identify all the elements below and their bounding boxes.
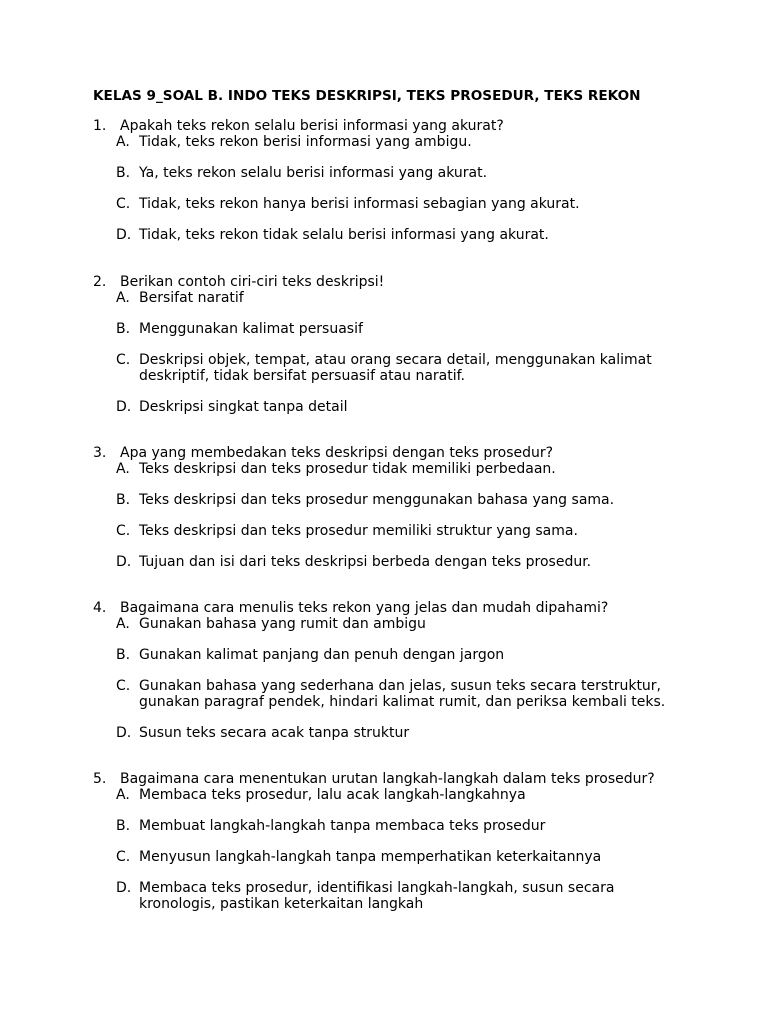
question-number: 1. (93, 118, 107, 134)
option-text: Tujuan dan isi dari teks deskripsi berbeda dengan teks prosedur. (139, 554, 592, 570)
option-text: Teks deskripsi dan teks prosedur menggunakan bahasa yang sama. (139, 492, 615, 508)
option-letter: D. (116, 227, 132, 243)
option-text: Ya, teks rekon selalu berisi informasi yang akurat. (139, 165, 488, 181)
option-d (116, 227, 693, 243)
option-text: Tidak, teks rekon tidak selalu berisi informasi yang akurat. (139, 227, 549, 243)
option-text: Membuat langkah-langkah tanpa membaca teks prosedur (139, 818, 546, 834)
option-text: Bersifat naratif (139, 290, 244, 306)
question-text: Apa yang membedakan teks deskripsi dengan teks prosedur? (120, 445, 554, 461)
option-text: Menggunakan kalimat persuasif (139, 321, 363, 337)
option-d (116, 554, 693, 570)
option-text: Teks deskripsi dan teks prosedur tidak memiliki perbedaan. (139, 461, 556, 477)
option-d (116, 725, 693, 741)
option-text: Membaca teks prosedur, identifikasi langkah-langkah, susun secara kronologis, pastikan keterkaitan langkah (139, 880, 615, 912)
option-text: Membaca teks prosedur, lalu acak langkah-langkahnya (139, 787, 526, 803)
option-text: Menyusun langkah-langkah tanpa memperhatikan keterkaitannya (139, 849, 602, 865)
option-letter: C. (116, 849, 131, 865)
option-b (116, 818, 693, 834)
option-c (116, 196, 693, 212)
option-b (116, 165, 693, 181)
option-letter: B. (116, 647, 131, 663)
option-letter: B. (116, 321, 131, 337)
option-letter: A. (116, 616, 130, 632)
option-letter: C. (116, 678, 131, 694)
option-letter: D. (116, 725, 132, 741)
option-letter: B. (116, 165, 131, 181)
question-text: Berikan contoh ciri-ciri teks deskripsi! (120, 274, 385, 290)
question-number: 2. (93, 274, 107, 290)
option-letter: D. (116, 554, 132, 570)
option-text: Gunakan kalimat panjang dan penuh dengan jargon (139, 647, 505, 663)
question-4 (93, 600, 693, 741)
option-letter: A. (116, 290, 130, 306)
option-a (116, 134, 693, 150)
question-text: Bagaimana cara menentukan urutan langkah-langkah dalam teks prosedur? (120, 771, 655, 787)
option-letter: C. (116, 352, 131, 368)
option-b (116, 647, 693, 663)
option-letter: B. (116, 818, 131, 834)
option-a (116, 787, 693, 803)
option-letter: B. (116, 492, 131, 508)
option-text: Tidak, teks rekon hanya berisi informasi sebagian yang akurat. (139, 196, 580, 212)
question-3 (93, 445, 693, 570)
option-letter: A. (116, 787, 130, 803)
option-text: Deskripsi singkat tanpa detail (139, 399, 348, 415)
option-c (116, 352, 693, 384)
option-letter: A. (116, 461, 130, 477)
option-d (116, 399, 693, 415)
option-letter: D. (116, 880, 132, 896)
option-text: Tidak, teks rekon berisi informasi yang ambigu. (139, 134, 472, 150)
question-number: 5. (93, 771, 107, 787)
option-letter: D. (116, 399, 132, 415)
option-c (116, 523, 693, 539)
option-letter: A. (116, 134, 130, 150)
option-b (116, 492, 693, 508)
option-text: Teks deskripsi dan teks prosedur memiliki struktur yang sama. (139, 523, 578, 539)
document-title: KELAS 9_SOAL B. INDO TEKS DESKRIPSI, TEKS PROSEDUR, TEKS REKON (93, 88, 641, 104)
option-text: Deskripsi objek, tempat, atau orang secara detail, menggunakan kalimat deskriptif, tidak bersifat persuasif atau naratif. (139, 352, 652, 384)
question-number: 4. (93, 600, 107, 616)
option-a (116, 290, 693, 306)
question-text: Apakah teks rekon selalu berisi informasi yang akurat? (120, 118, 504, 134)
option-letter: C. (116, 523, 131, 539)
question-number: 3. (93, 445, 107, 461)
option-c (116, 678, 693, 710)
option-d (116, 880, 693, 912)
question-1 (93, 118, 693, 243)
question-5 (93, 771, 693, 912)
option-c (116, 849, 693, 865)
option-a (116, 461, 693, 477)
question-text: Bagaimana cara menulis teks rekon yang jelas dan mudah dipahami? (120, 600, 609, 616)
option-text: Gunakan bahasa yang rumit dan ambigu (139, 616, 426, 632)
question-2 (93, 274, 693, 415)
option-text: Susun teks secara acak tanpa struktur (139, 725, 410, 741)
option-a (116, 616, 693, 632)
option-text: Gunakan bahasa yang sederhana dan jelas, susun teks secara terstruktur, gunakan paragraf pendek, hindari kalimat rumit, dan periksa kembali teks. (139, 678, 666, 710)
option-b (116, 321, 693, 337)
option-letter: C. (116, 196, 131, 212)
